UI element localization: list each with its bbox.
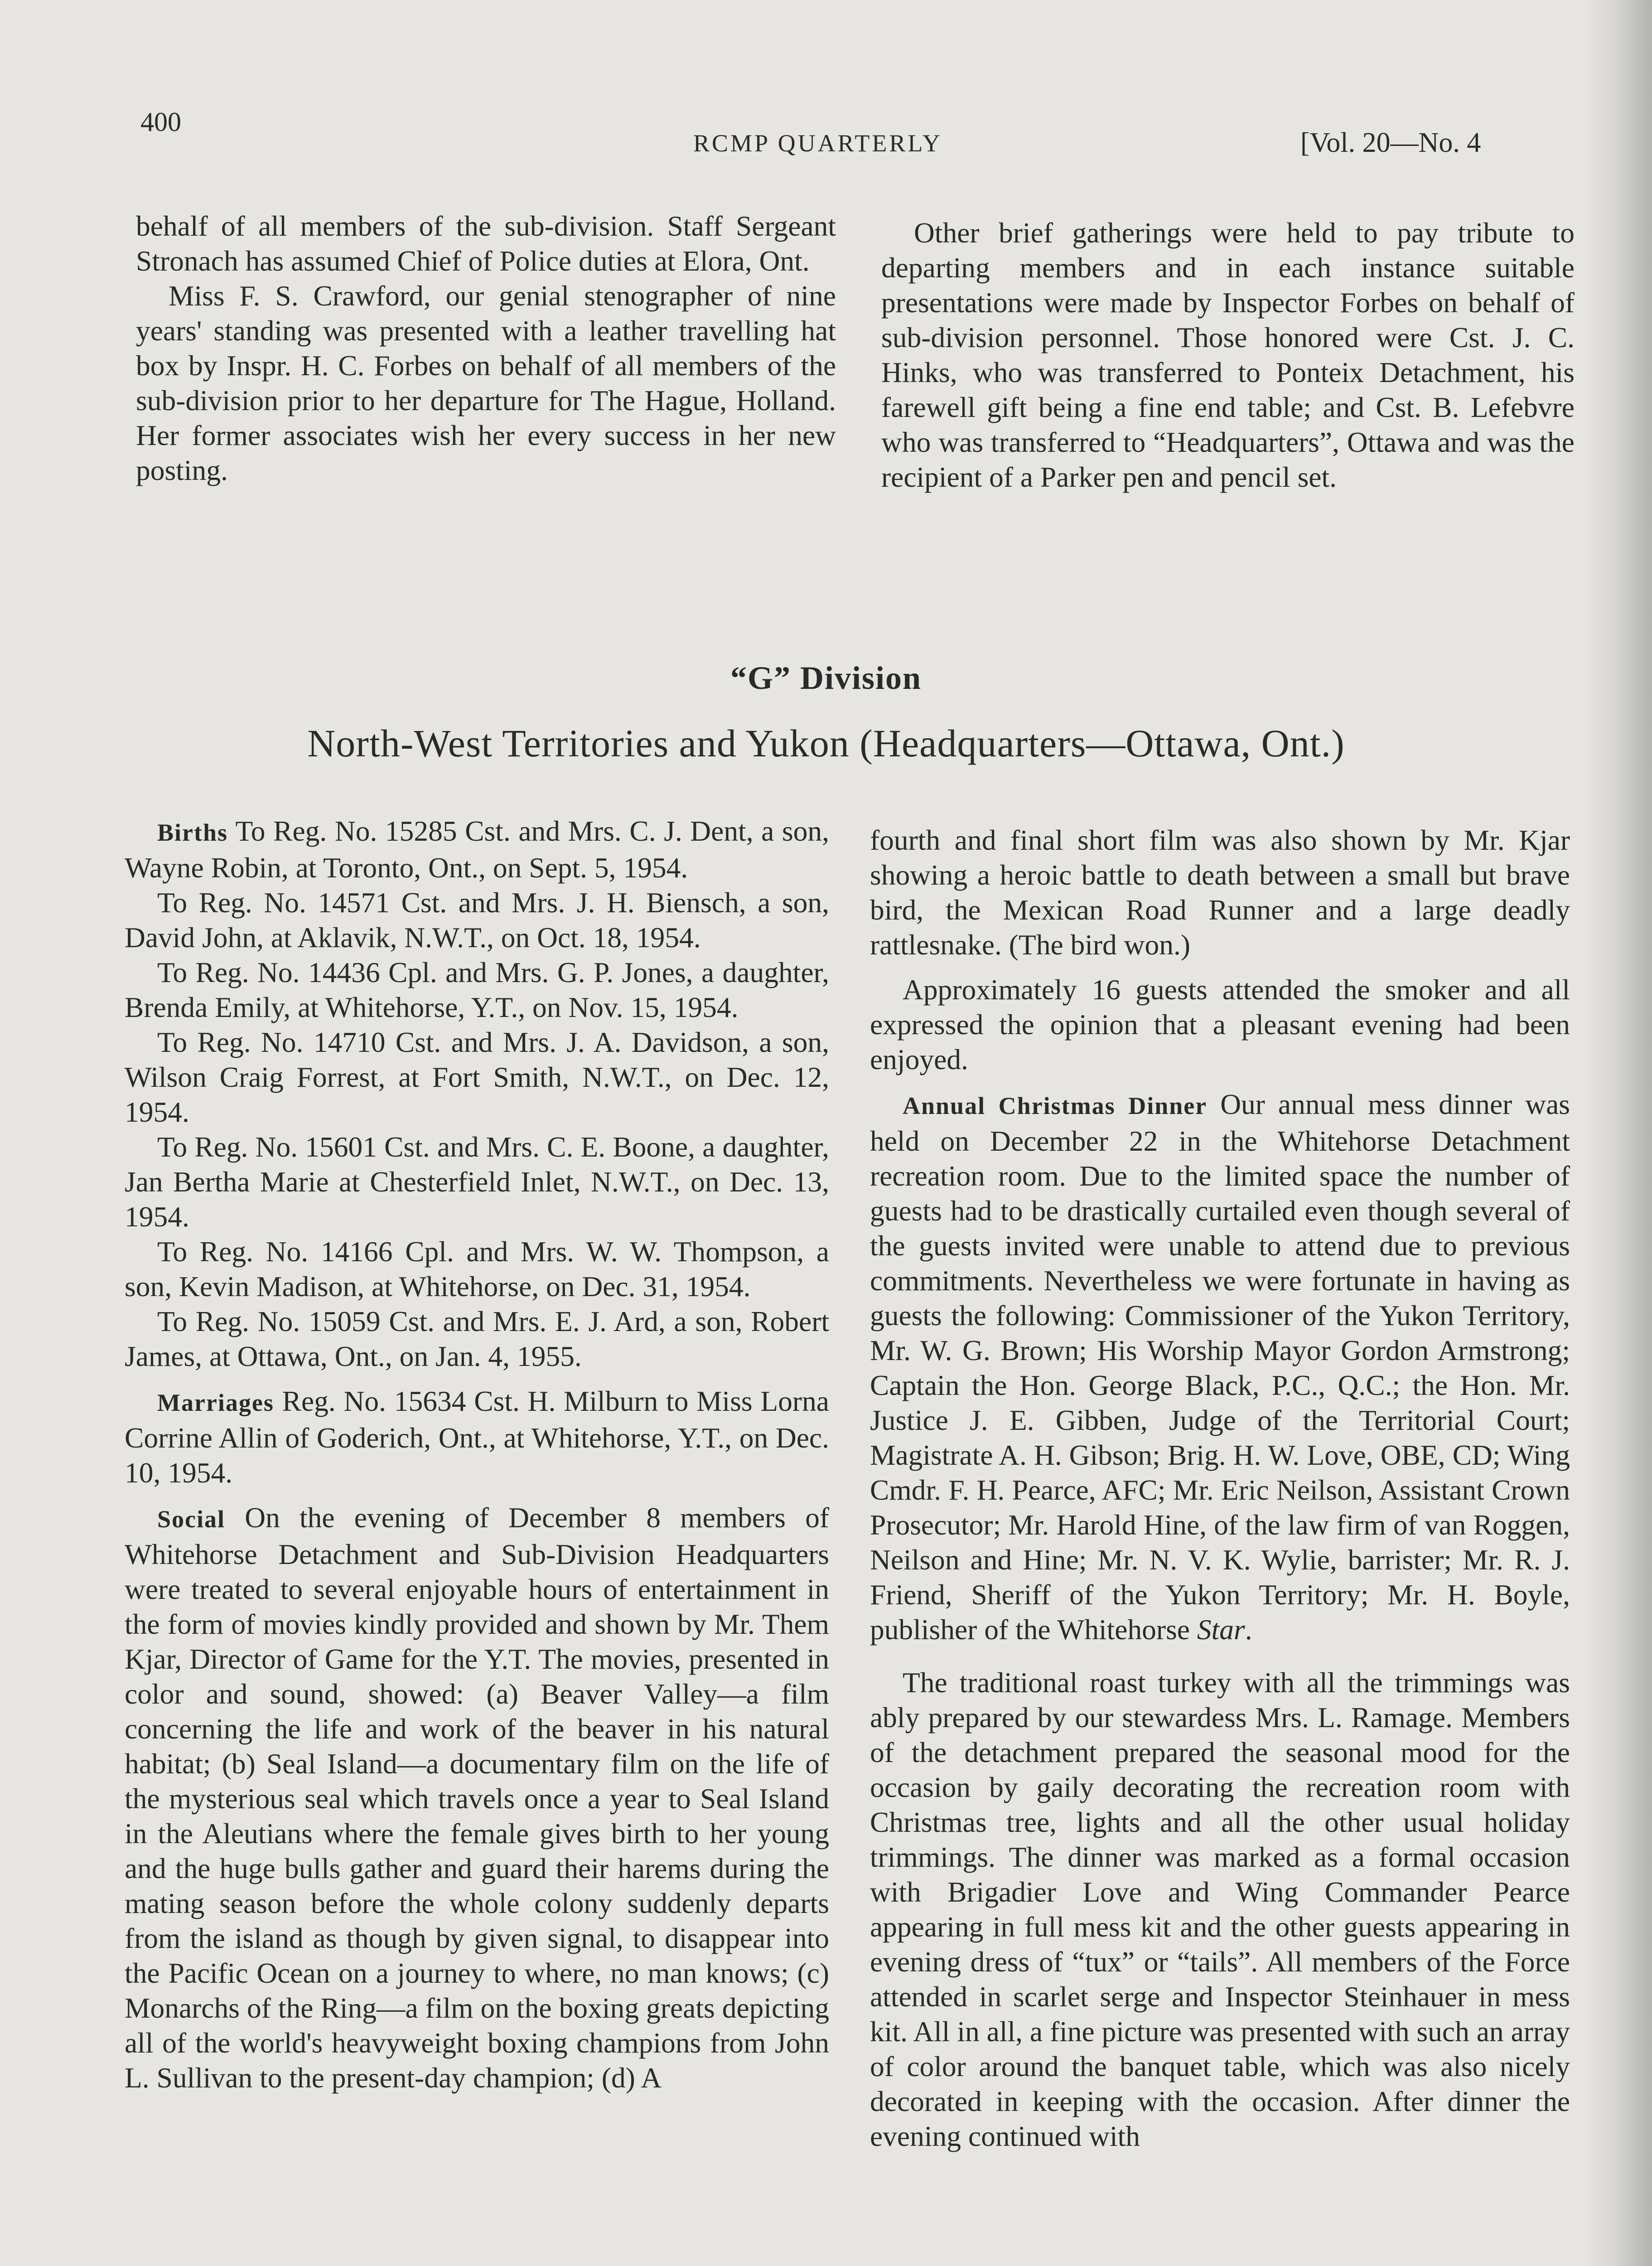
division-title: “G” Division: [730, 660, 922, 696]
paragraph: Other brief gatherings were held to pay tribute to departing members and in each instance suitable presentations were made by Inspector Forbes on behalf of sub-division personnel. Those honored were Cst. J. C. Hinks, who was transferred to Ponteix Detachment, his farewell gift being a fine end table; and Cst. B. Lefebvre who was transferred to “Headquarters”, Ottawa and was the recipient of a Parker pen and pencil set.: [881, 217, 1575, 493]
social-paragraph: [125, 1500, 829, 2095]
dinner-text: Our annual mess dinner was held on December 22 in the Whitehorse Detachment recreation room. Due to the limited space the number of guests had to be drastically curtailed even though several of the guests invited were unable to attend due to previous commitments. Nevertheless we were fortunate in having as guests the following: Commissioner of the Yukon Territory, Mr. W. G. Brown; His Worship Mayor Gordon Armstrong; Captain the Hon. George Black, P.C., Q.C.; the Hon. Mr. Justice J. E. Gibben, Judge of the Territorial Court; Magistrate A. H. Gibson; Brig. H. W. Love, OBE, CD; Wing Cmdr. F. H. Pearce, AFC; Mr. Eric Neilson, Assistant Crown Prosecutor; Mr. Harold Hine, of the law firm of van Roggen, Neilson and Hine; Mr. N. V. K. Wylie, barrister; Mr. R. J. Friend, Sheriff of the Yukon Territory; Mr. H. Boyle, publisher of the Whitehorse: [870, 1088, 1570, 1646]
volume-number: [Vol. 20—No. 4: [1300, 127, 1481, 158]
births-paragraph: [125, 813, 829, 885]
newspaper-name: Star: [1197, 1613, 1245, 1646]
paragraph: To Reg. No. 15059 Cst. and Mrs. E. J. Ard, a son, Robert James, at Ottawa, Ont., on Jan. 4, 1955.: [125, 1305, 829, 1372]
paragraph: To Reg. No. 14166 Cpl. and Mrs. W. W. Thompson, a son, Kevin Madison, at Whitehorse, on Dec. 31, 1954.: [125, 1235, 829, 1302]
division-subtitle: North-West Territories and Yukon (Headquarters—Ottawa, Ont.): [307, 721, 1345, 765]
right-column: [870, 823, 1570, 2154]
paragraph: To Reg. No. 15601 Cst. and Mrs. C. E. Boone, a daughter, Jan Bertha Marie at Chesterfield Inlet, N.W.T., on Dec. 13, 1954.: [125, 1131, 829, 1233]
social-text: On the evening of December 8 members of Whitehorse Detachment and Sub-Division Headquarters were treated to several enjoyable hours of entertainment in the form of movies kindly provided and shown by Mr. Them Kjar, Director of Game for the Y.T. The movies, presented in color and sound, showed: (a) Beaver Valley—a film concerning the life and work of the beaver in his natural habitat; (b) Seal Island—a documentary film on the life of the mysterious seal which travels once a year to Seal Island in the Aleutians where the female gives birth to her young and the huge bulls gather and guard their harems during the mating season before the whole colony suddenly departs from the island as though by given signal, to disappear into the Pacific Ocean on a journey to where, no man knows; (c) Monarchs of the Ring—a film on the boxing greats depicting all of the world's heavyweight boxing champions from John L. Sullivan to the present-day champion; (d) A: [125, 1501, 829, 2094]
births-heading: Births: [157, 819, 228, 846]
marriages-text: Reg. No. 15634 Cst. H. Milburn to Miss Lorna Corrine Allin of Goderich, Ont., at Whitehorse, Y.T., on Dec. 10, 1954.: [125, 1385, 829, 1489]
left-column: [125, 813, 829, 2095]
top-left-column: [136, 208, 836, 488]
paragraph: To Reg. No. 14710 Cst. and Mrs. J. A. Davidson, a son, Wilson Craig Forrest, at Fort Smith, N.W.T., on Dec. 12, 1954.: [125, 1026, 829, 1128]
paragraph: Approximately 16 guests attended the smoker and all expressed the opinion that a pleasant evening had been enjoyed.: [870, 973, 1570, 1075]
paragraph: The traditional roast turkey with all the trimmings was ably prepared by our stewardess Mrs. L. Ramage. Members of the detachment prepared the seasonal mood for the occasion by gaily decorating the recreation room with Christmas tree, lights and all the other usual holiday trimmings. The dinner was marked as a formal occasion with Brigadier Love and Wing Commander Pearce appearing in full mess kit and the other guests appearing in evening dress of “tux” or “tails”. All members of the Force attended in scarlet serge and Inspector Steinhauer in mess kit. All in all, a fine picture was presented with such an array of color around the banquet table, which was also nicely decorated in keeping with the occasion. After dinner the evening continued with: [870, 1666, 1570, 2152]
births-text: To Reg. No. 15285 Cst. and Mrs. C. J. Dent, a son, Wayne Robin, at Toronto, Ont., on Sept. 5, 1954.: [125, 815, 829, 884]
paragraph: To Reg. No. 14571 Cst. and Mrs. J. H. Biensch, a son, David John, at Aklavik, N.W.T., on Oct. 18, 1954.: [125, 886, 829, 954]
punctuation: .: [1245, 1613, 1252, 1646]
social-heading: Social: [157, 1506, 226, 1533]
page-edge-shadow: [1584, 0, 1652, 2266]
dinner-heading: Annual Christmas Dinner: [903, 1092, 1208, 1119]
marriages-paragraph: [125, 1384, 829, 1490]
page-number: 400: [140, 107, 181, 137]
dinner-paragraph: [870, 1087, 1570, 1647]
running-title: RCMP QUARTERLY: [693, 130, 942, 157]
top-right-column: [881, 215, 1575, 494]
paragraph: To Reg. No. 14436 Cpl. and Mrs. G. P. Jones, a daughter, Brenda Emily, at Whitehorse, Y.T., on Nov. 15, 1954.: [125, 956, 829, 1023]
marriages-heading: Marriages: [157, 1389, 274, 1416]
paragraph: fourth and final short film was also shown by Mr. Kjar showing a heroic battle to death between a small but brave bird, the Mexican Road Runner and a large deadly rattlesnake. (The bird won.): [870, 824, 1570, 961]
paragraph: behalf of all members of the sub-division. Staff Sergeant Stronach has assumed Chief of Police duties at Elora, Ont.: [136, 210, 836, 277]
paragraph: Miss F. S. Crawford, our genial stenographer of nine years' standing was presented with a leather travelling hat box by Inspr. H. C. Forbes on behalf of all members of the sub-division prior to her departure for The Hague, Holland. Her former associates wish her every success in her new posting.: [136, 280, 836, 486]
